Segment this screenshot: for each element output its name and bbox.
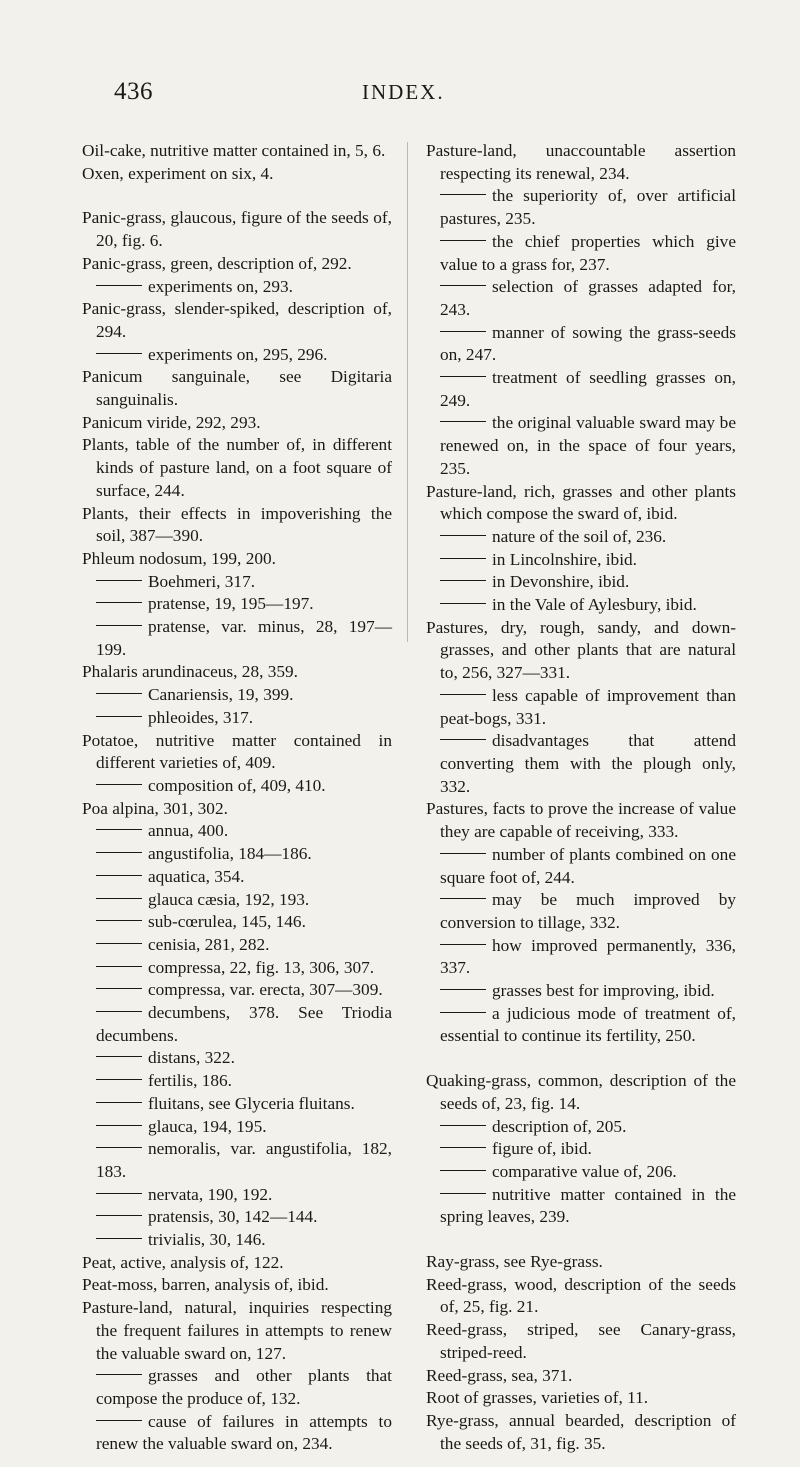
entry-text: aquatica, 354. bbox=[148, 866, 245, 886]
ditto-dash bbox=[96, 693, 142, 694]
index-subentry bbox=[82, 593, 392, 616]
index-entry bbox=[426, 1319, 736, 1364]
ditto-dash bbox=[96, 988, 142, 989]
index-entry bbox=[82, 434, 392, 502]
index-subentry bbox=[82, 866, 392, 889]
index-column-right bbox=[426, 140, 736, 1455]
entry-text: number of plants combined on one square foot of, 244. bbox=[440, 844, 736, 887]
ditto-dash bbox=[440, 1125, 486, 1126]
entry-text: Panicum sanguinale, see Digitaria sanguinalis. bbox=[82, 367, 392, 410]
ditto-dash bbox=[96, 625, 142, 626]
ditto-dash bbox=[440, 1193, 486, 1194]
index-entry bbox=[426, 1365, 736, 1388]
ditto-dash bbox=[96, 1125, 142, 1126]
index-subentry bbox=[426, 889, 736, 934]
entry-text: compressa, var. erecta, 307—309. bbox=[148, 980, 383, 1000]
ditto-dash bbox=[440, 535, 486, 536]
index-subentry bbox=[426, 367, 736, 412]
entry-text: Poa alpina, 301, 302. bbox=[82, 798, 228, 818]
entry-text: the superiority of, over artificial pastures, 235. bbox=[440, 186, 736, 229]
entry-text: sub-cœrulea, 145, 146. bbox=[148, 912, 306, 932]
index-entry bbox=[82, 140, 392, 163]
index-subentry bbox=[82, 1070, 392, 1093]
entry-text: Plants, their effects in impoverishing the soil, 387—390. bbox=[82, 503, 392, 546]
entry-text: experiments on, 293. bbox=[148, 276, 293, 296]
entry-text: grasses and other plants that compose the produce of, 132. bbox=[96, 1366, 392, 1408]
index-entry bbox=[426, 1410, 736, 1455]
entry-text: description of, 205. bbox=[492, 1116, 627, 1136]
index-subentry bbox=[426, 322, 736, 367]
index-entry bbox=[426, 1070, 736, 1115]
entry-gap bbox=[82, 185, 392, 207]
entry-text: trivialis, 30, 146. bbox=[148, 1230, 266, 1250]
ditto-dash bbox=[440, 603, 486, 604]
ditto-dash bbox=[96, 353, 142, 354]
ditto-dash bbox=[440, 285, 486, 286]
index-subentry bbox=[426, 1116, 736, 1139]
entry-text: Canariensis, 19, 399. bbox=[148, 685, 294, 705]
entry-text: Oil-cake, nutritive matter contained in, 5, 6. bbox=[82, 141, 386, 160]
index-subentry bbox=[82, 1116, 392, 1139]
entry-text: figure of, ibid. bbox=[492, 1139, 592, 1159]
entry-text: pratense, var. minus, 28, 197—199. bbox=[96, 617, 392, 659]
entry-text: experiments on, 295, 296. bbox=[148, 344, 328, 364]
entry-text: annua, 400. bbox=[148, 821, 229, 841]
index-subentry bbox=[82, 1002, 392, 1047]
index-entry bbox=[426, 1251, 736, 1274]
entry-text: Pasture-land, rich, grasses and other plants which compose the sward of, ibid. bbox=[426, 481, 736, 524]
index-entry bbox=[82, 163, 392, 186]
ditto-dash bbox=[96, 1079, 142, 1080]
entry-text: phleoides, 317. bbox=[148, 707, 254, 727]
index-entry bbox=[82, 548, 392, 571]
entry-text: pratense, 19, 195—197. bbox=[148, 594, 314, 614]
ditto-dash bbox=[96, 580, 142, 581]
ditto-dash bbox=[440, 694, 486, 695]
ditto-dash bbox=[440, 194, 486, 195]
ditto-dash bbox=[440, 944, 486, 945]
entry-text: Peat-moss, barren, analysis of, ibid. bbox=[82, 1275, 329, 1295]
index-subentry bbox=[426, 185, 736, 230]
entry-text: Plants, table of the number of, in different kinds of pasture land, on a foot square of surface, 244. bbox=[82, 435, 392, 500]
index-subentry bbox=[82, 276, 392, 299]
ditto-dash bbox=[96, 784, 142, 785]
ditto-dash bbox=[96, 1147, 142, 1148]
entry-text: angustifolia, 184—186. bbox=[148, 844, 312, 864]
entry-text: the chief properties which give value to a grass for, 237. bbox=[440, 231, 736, 274]
index-subentry bbox=[426, 730, 736, 798]
index-subentry bbox=[426, 980, 736, 1003]
index-subentry bbox=[426, 549, 736, 572]
ditto-dash bbox=[440, 898, 486, 899]
ditto-dash bbox=[96, 920, 142, 921]
entry-text: cause of failures in attempts to renew the valuable sward on, 234. bbox=[96, 1411, 392, 1454]
entry-text: may be much improved by conversion to tillage, 332. bbox=[440, 890, 736, 932]
index-subentry bbox=[82, 707, 392, 730]
index-entry bbox=[82, 1297, 392, 1365]
index-entry bbox=[82, 661, 392, 684]
ditto-dash bbox=[96, 1238, 142, 1239]
running-head: INDEX. bbox=[362, 80, 445, 104]
index-subentry bbox=[82, 1093, 392, 1116]
entry-text: Phalaris arundinaceus, 28, 359. bbox=[82, 662, 298, 682]
index-subentry bbox=[426, 935, 736, 980]
ditto-dash bbox=[440, 580, 486, 581]
ditto-dash bbox=[96, 1102, 142, 1103]
index-entry bbox=[82, 366, 392, 411]
index-entry bbox=[426, 481, 736, 526]
ditto-dash bbox=[96, 602, 142, 603]
entry-text: Root of grasses, varieties of, 11. bbox=[426, 1388, 649, 1408]
index-column-left bbox=[82, 140, 392, 1456]
entry-text: Reed-grass, sea, 371. bbox=[426, 1365, 573, 1385]
entry-text: a judicious mode of treatment of, essential to continue its fertility, 250. bbox=[440, 1003, 736, 1046]
index-subentry bbox=[426, 526, 736, 549]
index-subentry bbox=[82, 934, 392, 957]
entry-text: in Devonshire, ibid. bbox=[492, 572, 630, 592]
column-divider bbox=[407, 142, 408, 642]
entry-text: Panicum viride, 292, 293. bbox=[82, 412, 261, 432]
ditto-dash bbox=[96, 1215, 142, 1216]
index-subentry bbox=[82, 1365, 392, 1410]
entry-text: Reed-grass, wood, description of the seeds of, 25, fig. 21. bbox=[426, 1274, 736, 1317]
entry-text: Pastures, dry, rough, sandy, and down-grasses, and other plants that are natural to, 256, 327—331. bbox=[426, 617, 736, 683]
entry-text: the original valuable sward may be renewed on, in the space of four years, 235. bbox=[440, 413, 736, 478]
index-entry bbox=[82, 207, 392, 252]
entry-text: Pasture-land, unaccountable assertion respecting its renewal, 234. bbox=[426, 141, 736, 183]
entry-text: how improved permanently, 336, 337. bbox=[440, 935, 736, 978]
index-subentry bbox=[82, 1184, 392, 1207]
entry-text: Reed-grass, striped, see Canary-grass, striped-reed. bbox=[426, 1320, 736, 1362]
entry-gap bbox=[426, 1048, 736, 1070]
entry-text: nervata, 190, 192. bbox=[148, 1184, 273, 1204]
ditto-dash bbox=[440, 853, 486, 854]
page-number: 436 bbox=[114, 78, 153, 105]
entry-text: Boehmeri, 317. bbox=[148, 571, 256, 591]
entry-text: pratensis, 30, 142—144. bbox=[148, 1207, 318, 1227]
index-subentry bbox=[426, 1184, 736, 1229]
ditto-dash bbox=[440, 989, 486, 990]
entry-text: Peat, active, analysis of, 122. bbox=[82, 1252, 284, 1272]
entry-text: selection of grasses adapted for, 243. bbox=[440, 277, 736, 319]
entry-text: composition of, 409, 410. bbox=[148, 775, 326, 795]
entry-text: Pastures, facts to prove the increase of value they are capable of receiving, 333. bbox=[426, 799, 736, 842]
index-subentry bbox=[426, 594, 736, 617]
index-entry bbox=[426, 1274, 736, 1319]
entry-text: nature of the soil of, 236. bbox=[492, 526, 667, 546]
index-subentry bbox=[82, 1411, 392, 1456]
entry-text: nemoralis, var. angustifolia, 182, 183. bbox=[96, 1139, 392, 1181]
index-subentry bbox=[426, 1003, 736, 1048]
entry-text: glauca cæsia, 192, 193. bbox=[148, 889, 310, 909]
entry-text: Ray-grass, see Rye-grass. bbox=[426, 1252, 603, 1272]
index-entry bbox=[426, 617, 736, 685]
entry-text: compressa, 22, fig. 13, 306, 307. bbox=[148, 957, 375, 977]
index-subentry bbox=[82, 1206, 392, 1229]
entry-text: in the Vale of Aylesbury, ibid. bbox=[492, 595, 697, 615]
index-entry bbox=[82, 1274, 392, 1297]
ditto-dash bbox=[96, 285, 142, 286]
entry-text: in Lincolnshire, ibid. bbox=[492, 549, 637, 569]
ditto-dash bbox=[96, 716, 142, 717]
ditto-dash bbox=[96, 1420, 142, 1421]
ditto-dash bbox=[96, 943, 142, 944]
ditto-dash bbox=[440, 331, 486, 332]
entry-text: comparative value of, 206. bbox=[492, 1161, 677, 1181]
entry-text: less capable of improvement than peat-bogs, 331. bbox=[440, 685, 736, 728]
index-entry bbox=[426, 1387, 736, 1410]
index-entry bbox=[82, 798, 392, 821]
entry-text: treatment of seedling grasses on, 249. bbox=[440, 368, 736, 410]
index-subentry bbox=[82, 820, 392, 843]
index-entry bbox=[426, 140, 736, 185]
ditto-dash bbox=[96, 852, 142, 853]
ditto-dash bbox=[96, 898, 142, 899]
entry-text: fertilis, 186. bbox=[148, 1071, 232, 1091]
ditto-dash bbox=[440, 1170, 486, 1171]
index-subentry bbox=[82, 1138, 392, 1183]
entry-text: grasses best for improving, ibid. bbox=[492, 981, 715, 1001]
entry-gap bbox=[426, 1229, 736, 1251]
ditto-dash bbox=[96, 875, 142, 876]
entry-text: distans, 322. bbox=[148, 1048, 235, 1068]
entry-text: Quaking-grass, common, description of the seeds of, 23, fig. 14. bbox=[426, 1071, 736, 1113]
index-entry bbox=[82, 253, 392, 276]
entry-text: Panic-grass, green, description of, 292. bbox=[82, 253, 352, 273]
entry-text: Rye-grass, annual bearded, description of the seeds of, 31, fig. 35. bbox=[426, 1410, 736, 1453]
entry-text: manner of sowing the grass-seeds on, 247. bbox=[440, 322, 736, 365]
ditto-dash bbox=[440, 558, 486, 559]
index-entry bbox=[82, 730, 392, 775]
entry-text: cenisia, 281, 282. bbox=[148, 934, 270, 954]
index-subentry bbox=[82, 344, 392, 367]
entry-text: Pasture-land, natural, inquiries respecting the frequent failures in attempts to renew the valuable sward on, 127. bbox=[82, 1298, 392, 1363]
ditto-dash bbox=[96, 1056, 142, 1057]
ditto-dash bbox=[440, 1012, 486, 1013]
ditto-dash bbox=[440, 376, 486, 377]
index-subentry bbox=[426, 276, 736, 321]
entry-text: Phleum nodosum, 199, 200. bbox=[82, 548, 276, 568]
entry-text: glauca, 194, 195. bbox=[148, 1116, 267, 1136]
ditto-dash bbox=[440, 1147, 486, 1148]
index-subentry bbox=[426, 571, 736, 594]
ditto-dash bbox=[440, 421, 486, 422]
index-subentry bbox=[426, 1138, 736, 1161]
ditto-dash bbox=[96, 1193, 142, 1194]
ditto-dash bbox=[96, 829, 142, 830]
ditto-dash bbox=[96, 966, 142, 967]
index-subentry bbox=[426, 844, 736, 889]
index-subentry bbox=[82, 616, 392, 661]
index-subentry bbox=[82, 979, 392, 1002]
index-subentry bbox=[82, 571, 392, 594]
ditto-dash bbox=[440, 739, 486, 740]
page-header bbox=[0, 78, 800, 118]
index-subentry bbox=[82, 775, 392, 798]
index-subentry bbox=[426, 685, 736, 730]
ditto-dash bbox=[96, 1374, 142, 1375]
index-subentry bbox=[82, 684, 392, 707]
entry-text: Panic-grass, glaucous, figure of the seeds of, 20, fig. 6. bbox=[82, 208, 392, 251]
index-subentry bbox=[82, 911, 392, 934]
index-entry bbox=[426, 798, 736, 843]
entry-text: Oxen, experiment on six, 4. bbox=[82, 163, 274, 183]
index-subentry bbox=[82, 843, 392, 866]
entry-text: nutritive matter contained in the spring leaves, 239. bbox=[440, 1184, 736, 1227]
index-subentry bbox=[82, 1229, 392, 1252]
index-entry bbox=[82, 298, 392, 343]
index-subentry bbox=[426, 231, 736, 276]
ditto-dash bbox=[96, 1011, 142, 1012]
entry-text: Potatoe, nutritive matter contained in different varieties of, 409. bbox=[82, 730, 392, 773]
ditto-dash bbox=[440, 240, 486, 241]
index-entry bbox=[82, 1252, 392, 1275]
index-subentry bbox=[82, 1047, 392, 1070]
entry-text: disadvantages that attend converting them with the plough only, 332. bbox=[440, 731, 736, 796]
index-subentry bbox=[426, 412, 736, 480]
index-subentry bbox=[82, 889, 392, 912]
index-entry bbox=[82, 503, 392, 548]
index-subentry bbox=[426, 1161, 736, 1184]
index-entry bbox=[82, 412, 392, 435]
entry-text: decumbens, 378. See Triodia decumbens. bbox=[96, 1003, 392, 1045]
index-subentry bbox=[82, 957, 392, 980]
entry-text: Panic-grass, slender-spiked, description of, 294. bbox=[82, 299, 392, 341]
entry-text: fluitans, see Glyceria fluitans. bbox=[148, 1093, 355, 1113]
